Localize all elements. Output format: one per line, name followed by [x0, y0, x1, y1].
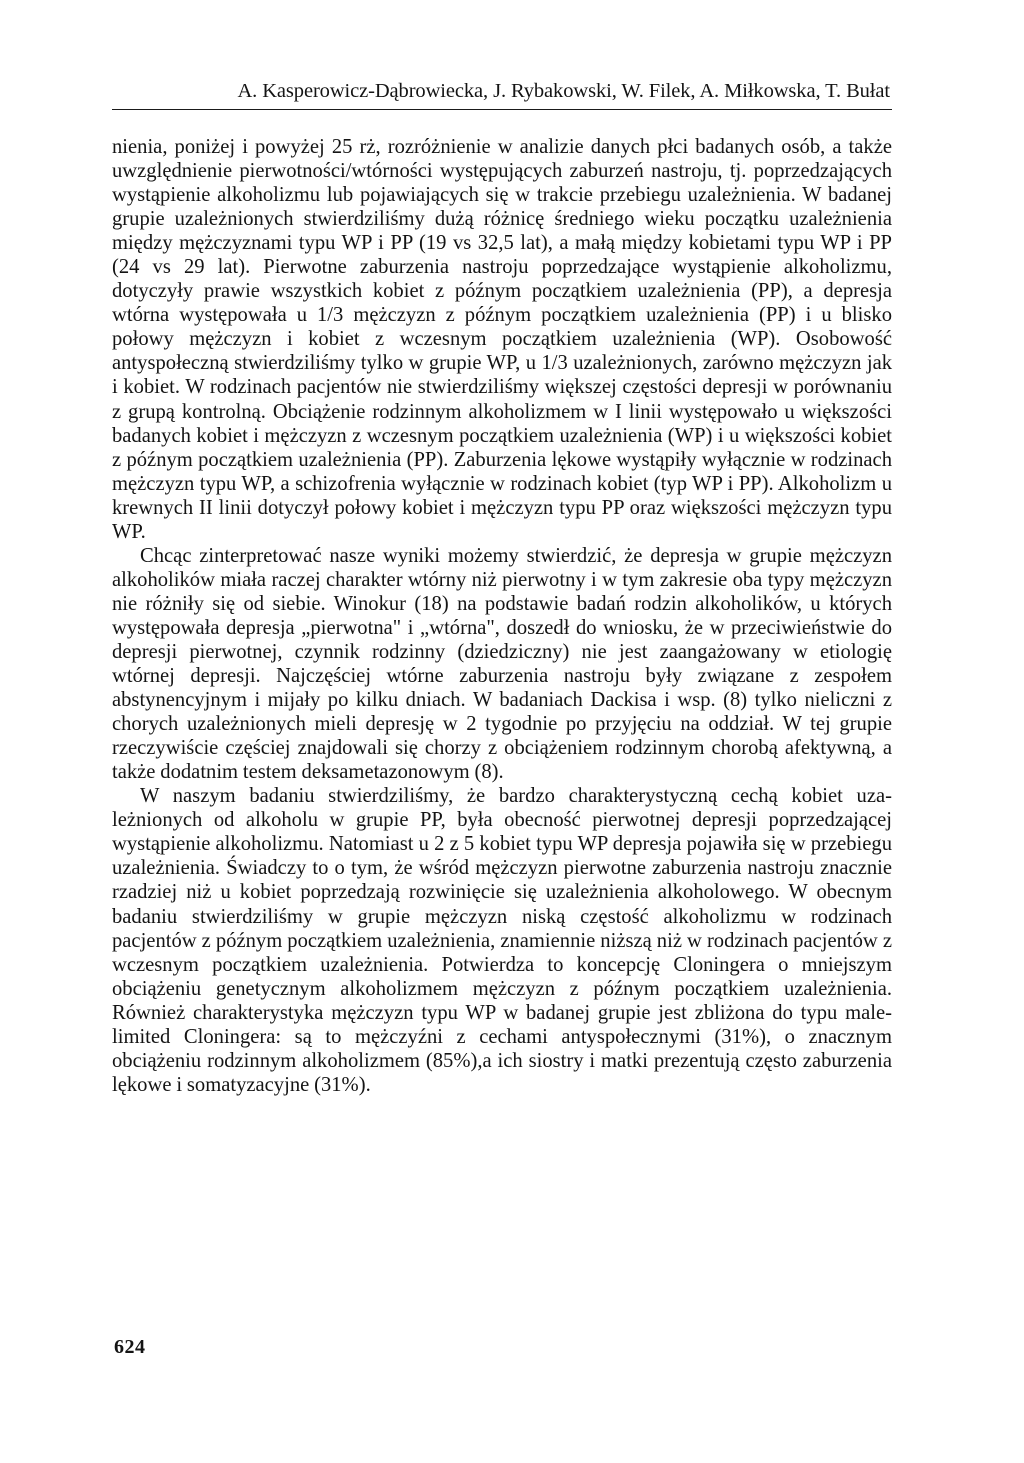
page-number: 624	[114, 1336, 146, 1358]
paragraph-women-findings: W naszym badaniu stwierdziliśmy, że bardzo charakterystyczną cechą kobiet uzależnionych od alkoholu w grupie PP, była obecność pierwotnej depresji poprzedzającej wystąpienie alkoholizmu. Natomiast u 2 z 5 kobiet typu WP depresja pojawiła się w przebiegu uzależnienia. Świadczy to o tym, że wśród mężczyzn pierwotne zaburzenia nastroju znacznie rzadziej niż u kobiet poprzedzają rozwinięcie się uzależnienia alkoholowego. W obecnym badaniu stwierdziliśmy w grupie mężczyzn niską częstość alkoholizmu w rodzinach pacjentów z późnym początkiem uzależnienia, znamiennie niższą niż w rodzinach pacjentów z wczesnym początkiem uzależnienia. Potwierdza to koncepcję Cloningera o mniejszym obciążeniu genetycznym alkoholizmem mężczyzn z późnym początkiem uzależnienia. Również charakterystyka mężczyzn typu WP w badanej grupie jest zbliżona do typu male-limited Cloningera: są to mężczyźni z cechami antyspołecznymi (31%), o znacznym obciążeniu rodzinnym alkoholizmem (85%),a ich siostry i matki prezentują często zaburzenia lękowe i somatyzacyjne (31%).	[112, 785, 892, 1096]
header-rule	[112, 109, 892, 110]
body-text	[112, 135, 892, 1097]
paragraph-interpretation: Chcąc zinterpretować nasze wyniki możemy stwierdzić, że depresja w grupie mężczyzn alkoholików miała raczej charakter wtórny niż pierwotny i w tym zakresie oba typy mężczyzn nie różniły się od siebie. Winokur (18) na podstawie badań rodzin alkoholików, u których występowała depresja „pierwotna" i „wtórna", doszedł do wniosku, że w przeciwieństwie do depresji pierwotnej, czynnik rodzinny (dziedziczny) nie jest zaangażowany w etiologię wtórnej depresji. Najczęściej wtórne zaburzenia nastroju były związane z zespołem abstynencyjnym i mijały po kilku dniach. W badaniach Dackisa i wsp. (8) tylko nieliczni z chorych uzależnionych mieli depresję w 2 tygodnie po przyjęciu na oddział. W tej grupie rzeczywiście częściej znajdowali się chorzy z obciążeniem rodzinnym chorobą afektywną, a także dodatnim testem deksametazonowym (8).	[112, 544, 892, 784]
header-authors: A. Kasperowicz-Dąbrowiecka, J. Rybakowski, W. Filek, A. Miłkowska, T. Bułat	[237, 80, 890, 102]
paragraph-continued: nienia, poniżej i powyżej 25 rż, rozróżnienie w analizie danych płci badanych osób, a także uwzględnienie pierwotności/wtórności występujących zaburzeń nastroju, tj. poprzedzających wystąpienie alkoholizmu lub pojawiających się w trakcie przebiegu uzależnienia. W badanej grupie uzależnionych stwierdziliśmy dużą różnicę średniego wieku początku uzależnienia między mężczyznami typu WP i PP (19 vs 32,5 lat), a małą między kobietami typu WP i PP (24 vs 29 lat). Pierwotne zaburzenia nastroju poprzedzające wystąpienie alkoholizmu, dotyczyły prawie wszystkich kobiet z późnym początkiem uzależnienia (PP), a depresja wtórna występowała u 1/3 mężczyzn z późnym początkiem uzależnienia (PP) i u blisko połowy mężczyzn i kobiet z wczesnym początkiem uzależnienia (WP). Osobowość antyspołeczną stwierdziliśmy tylko w grupie WP, u 1/3 uzależnionych, zarówno mężczyzn jak i kobiet. W rodzinach pacjentów nie stwierdziliśmy większej częstości depresji w porównaniu z grupą kontrolną. Obciążenie rodzinnym alkoholizmem w I linii występowało u większości badanych kobiet i mężczyzn z wczesnym początkiem uzależnienia (WP) i u większości kobiet z późnym początkiem uzależnienia (PP). Zaburzenia lękowe wystąpiły wyłącznie w rodzinach mężczyzn typu WP, a schizofrenia wyłącznie w rodzinach kobiet (typ WP i PP). Alkoholizm u krewnych II linii dotyczył połowy kobiet i mężczyzn typu PP oraz większości mężczyzn typu WP.	[112, 136, 892, 543]
running-header	[112, 58, 892, 110]
